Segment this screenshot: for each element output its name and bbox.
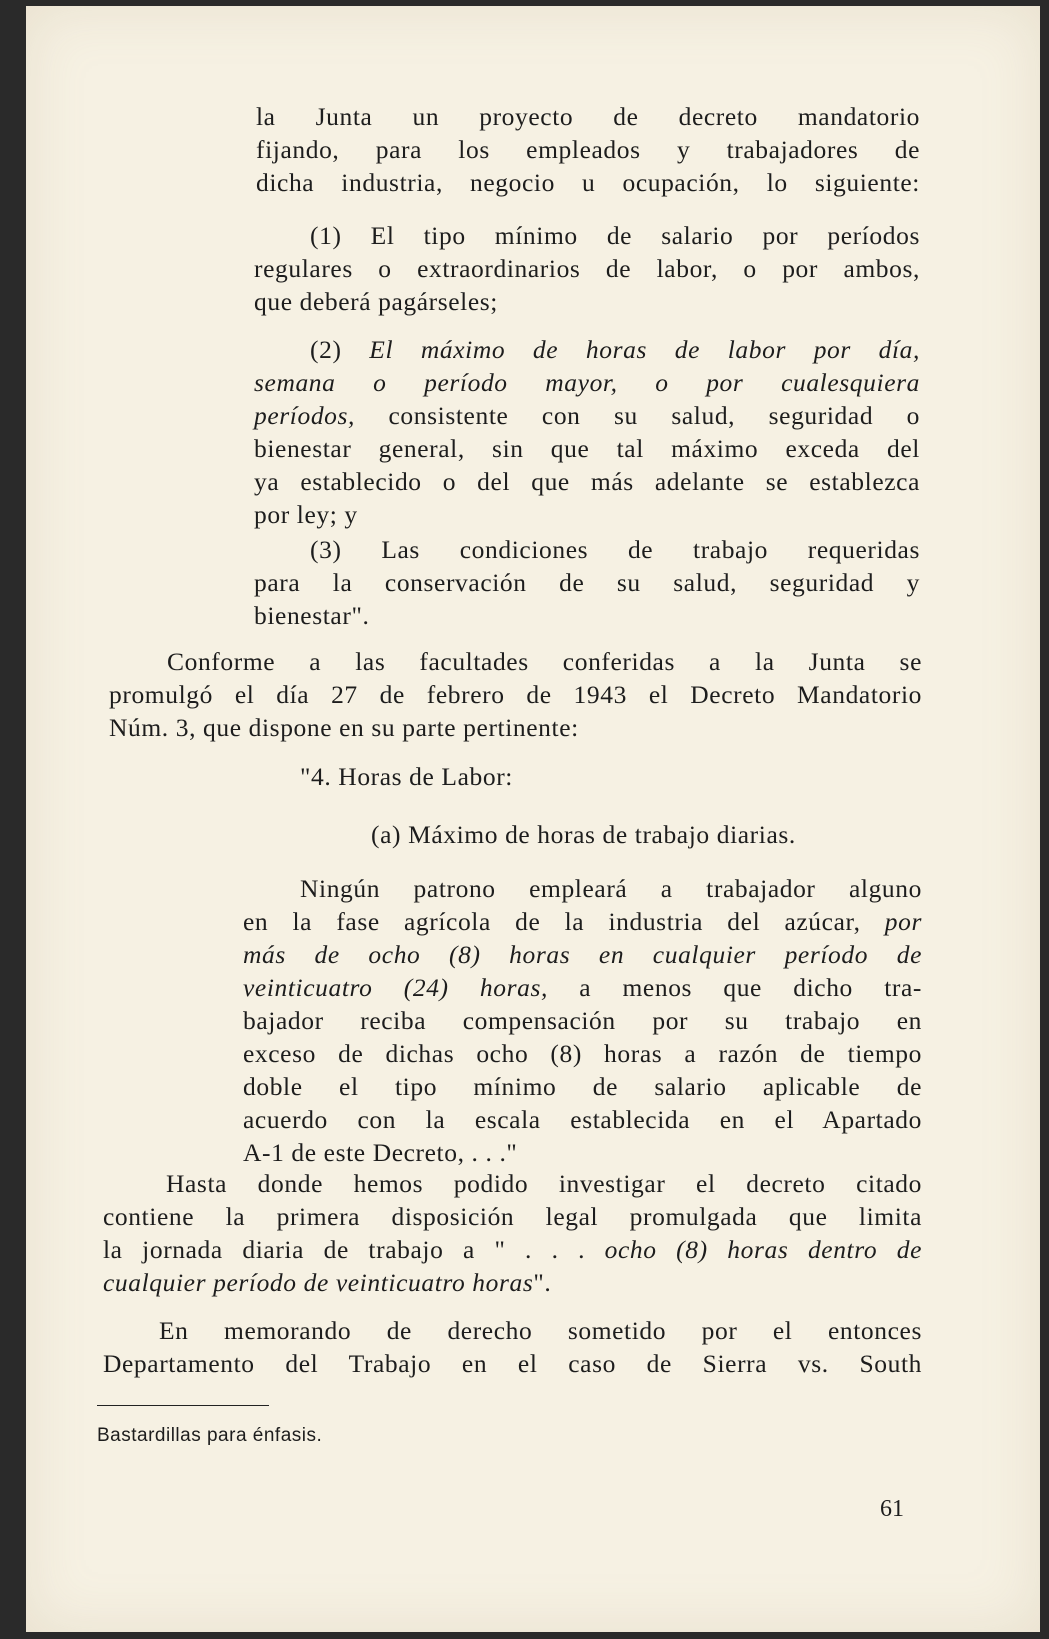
paragraph-hasta <box>103 1167 922 1299</box>
text-line: acuerdo con la escala establecida en el Apartado <box>243 1105 922 1134</box>
text-line: períodos, consistente con su salud, seguridad o <box>254 401 920 430</box>
text-line: Núm. 3, que dispone en su parte pertinente: <box>109 713 579 742</box>
text-line: la jornada diaria de trabajo a " . . . ocho (8) horas dentro de <box>103 1235 923 1264</box>
emphasis-text: ocho (8) horas dentro de <box>604 1235 923 1264</box>
text-line: (1) El tipo mínimo de salario por períodos <box>310 221 920 250</box>
text-line: A-1 de este Decreto, . . ." <box>243 1138 518 1167</box>
quote-heading: "4. Horas de Labor: <box>300 762 513 791</box>
emphasis-text: por <box>884 907 922 936</box>
text-line: que deberá pagárseles; <box>254 287 498 316</box>
paragraph-intro <box>256 100 920 199</box>
text-line: promulgó el día 27 de febrero de 1943 el Decreto Mandatorio <box>109 680 922 709</box>
emphasis-text: períodos, <box>254 401 356 430</box>
emphasis-text: El máximo de horas de labor por día, <box>369 335 920 364</box>
text-line: En memorando de derecho sometido por el entonces <box>159 1316 922 1345</box>
text-line: la Junta un proyecto de decreto mandatorio <box>256 102 920 131</box>
item-number: (2) <box>310 335 370 364</box>
emphasis-text: cualquier período de veinticuatro horas <box>103 1268 534 1297</box>
text-line: Hasta donde hemos podido investigar el decreto citado <box>166 1169 922 1198</box>
text-line: doble el tipo mínimo de salario aplicable de <box>243 1072 922 1101</box>
paragraph-conforme <box>109 645 922 744</box>
page-number: 61 <box>880 1496 904 1522</box>
text-line: contiene la primera disposición legal promulgada que limita <box>103 1202 922 1231</box>
quote-subheading: (a) Máximo de horas de trabajo diarias. <box>371 820 796 849</box>
list-item-2 <box>254 333 920 531</box>
quote-body <box>243 872 922 1169</box>
text-line: veinticuatro (24) horas, a menos que dicho tra- <box>243 973 922 1002</box>
text-line: exceso de dichas ocho (8) horas a razón de tiempo <box>243 1039 922 1068</box>
text-line: para la conservación de su salud, seguridad y <box>254 568 920 597</box>
text-line: bienestar general, sin que tal máximo exceda del <box>254 434 920 463</box>
text-line: bienestar". <box>254 601 370 630</box>
text-line: fijando, para los empleados y trabajadores de <box>256 135 920 164</box>
text-line <box>254 333 920 366</box>
emphasis-text: semana o período mayor, o por cualesquiera <box>254 368 920 397</box>
text-line: regulares o extraordinarios de labor, o por ambos, <box>254 254 920 283</box>
paragraph-memorando <box>103 1314 922 1380</box>
emphasis-text: veinticuatro (24) horas, <box>243 973 548 1002</box>
text-line: (3) Las condiciones de trabajo requeridas <box>310 535 920 564</box>
text-line: Departamento del Trabajo en el caso de Sierra vs. South <box>103 1349 922 1378</box>
text-line: bajador reciba compensación por su trabajo en <box>243 1006 922 1035</box>
list-item-1 <box>254 219 920 318</box>
text-line: cualquier período de veinticuatro horas". <box>103 1268 552 1297</box>
list-item-3 <box>254 533 920 632</box>
footnote: Bastardillas para énfasis. <box>97 1425 323 1446</box>
emphasis-text: más de ocho (8) horas en cualquier período de <box>243 940 922 969</box>
text-line: por ley; y <box>254 500 358 529</box>
text-line: ya establecido o del que más adelante se establezca <box>254 467 920 496</box>
text-line: en la fase agrícola de la industria del azúcar, por <box>243 907 922 936</box>
footnote-rule <box>97 1405 269 1406</box>
text-line: Conforme a las facultades conferidas a la Junta se <box>167 647 922 676</box>
text-line: Ningún patrono empleará a trabajador alguno <box>300 874 922 903</box>
text-line: dicha industria, negocio u ocupación, lo siguiente: <box>256 168 920 197</box>
